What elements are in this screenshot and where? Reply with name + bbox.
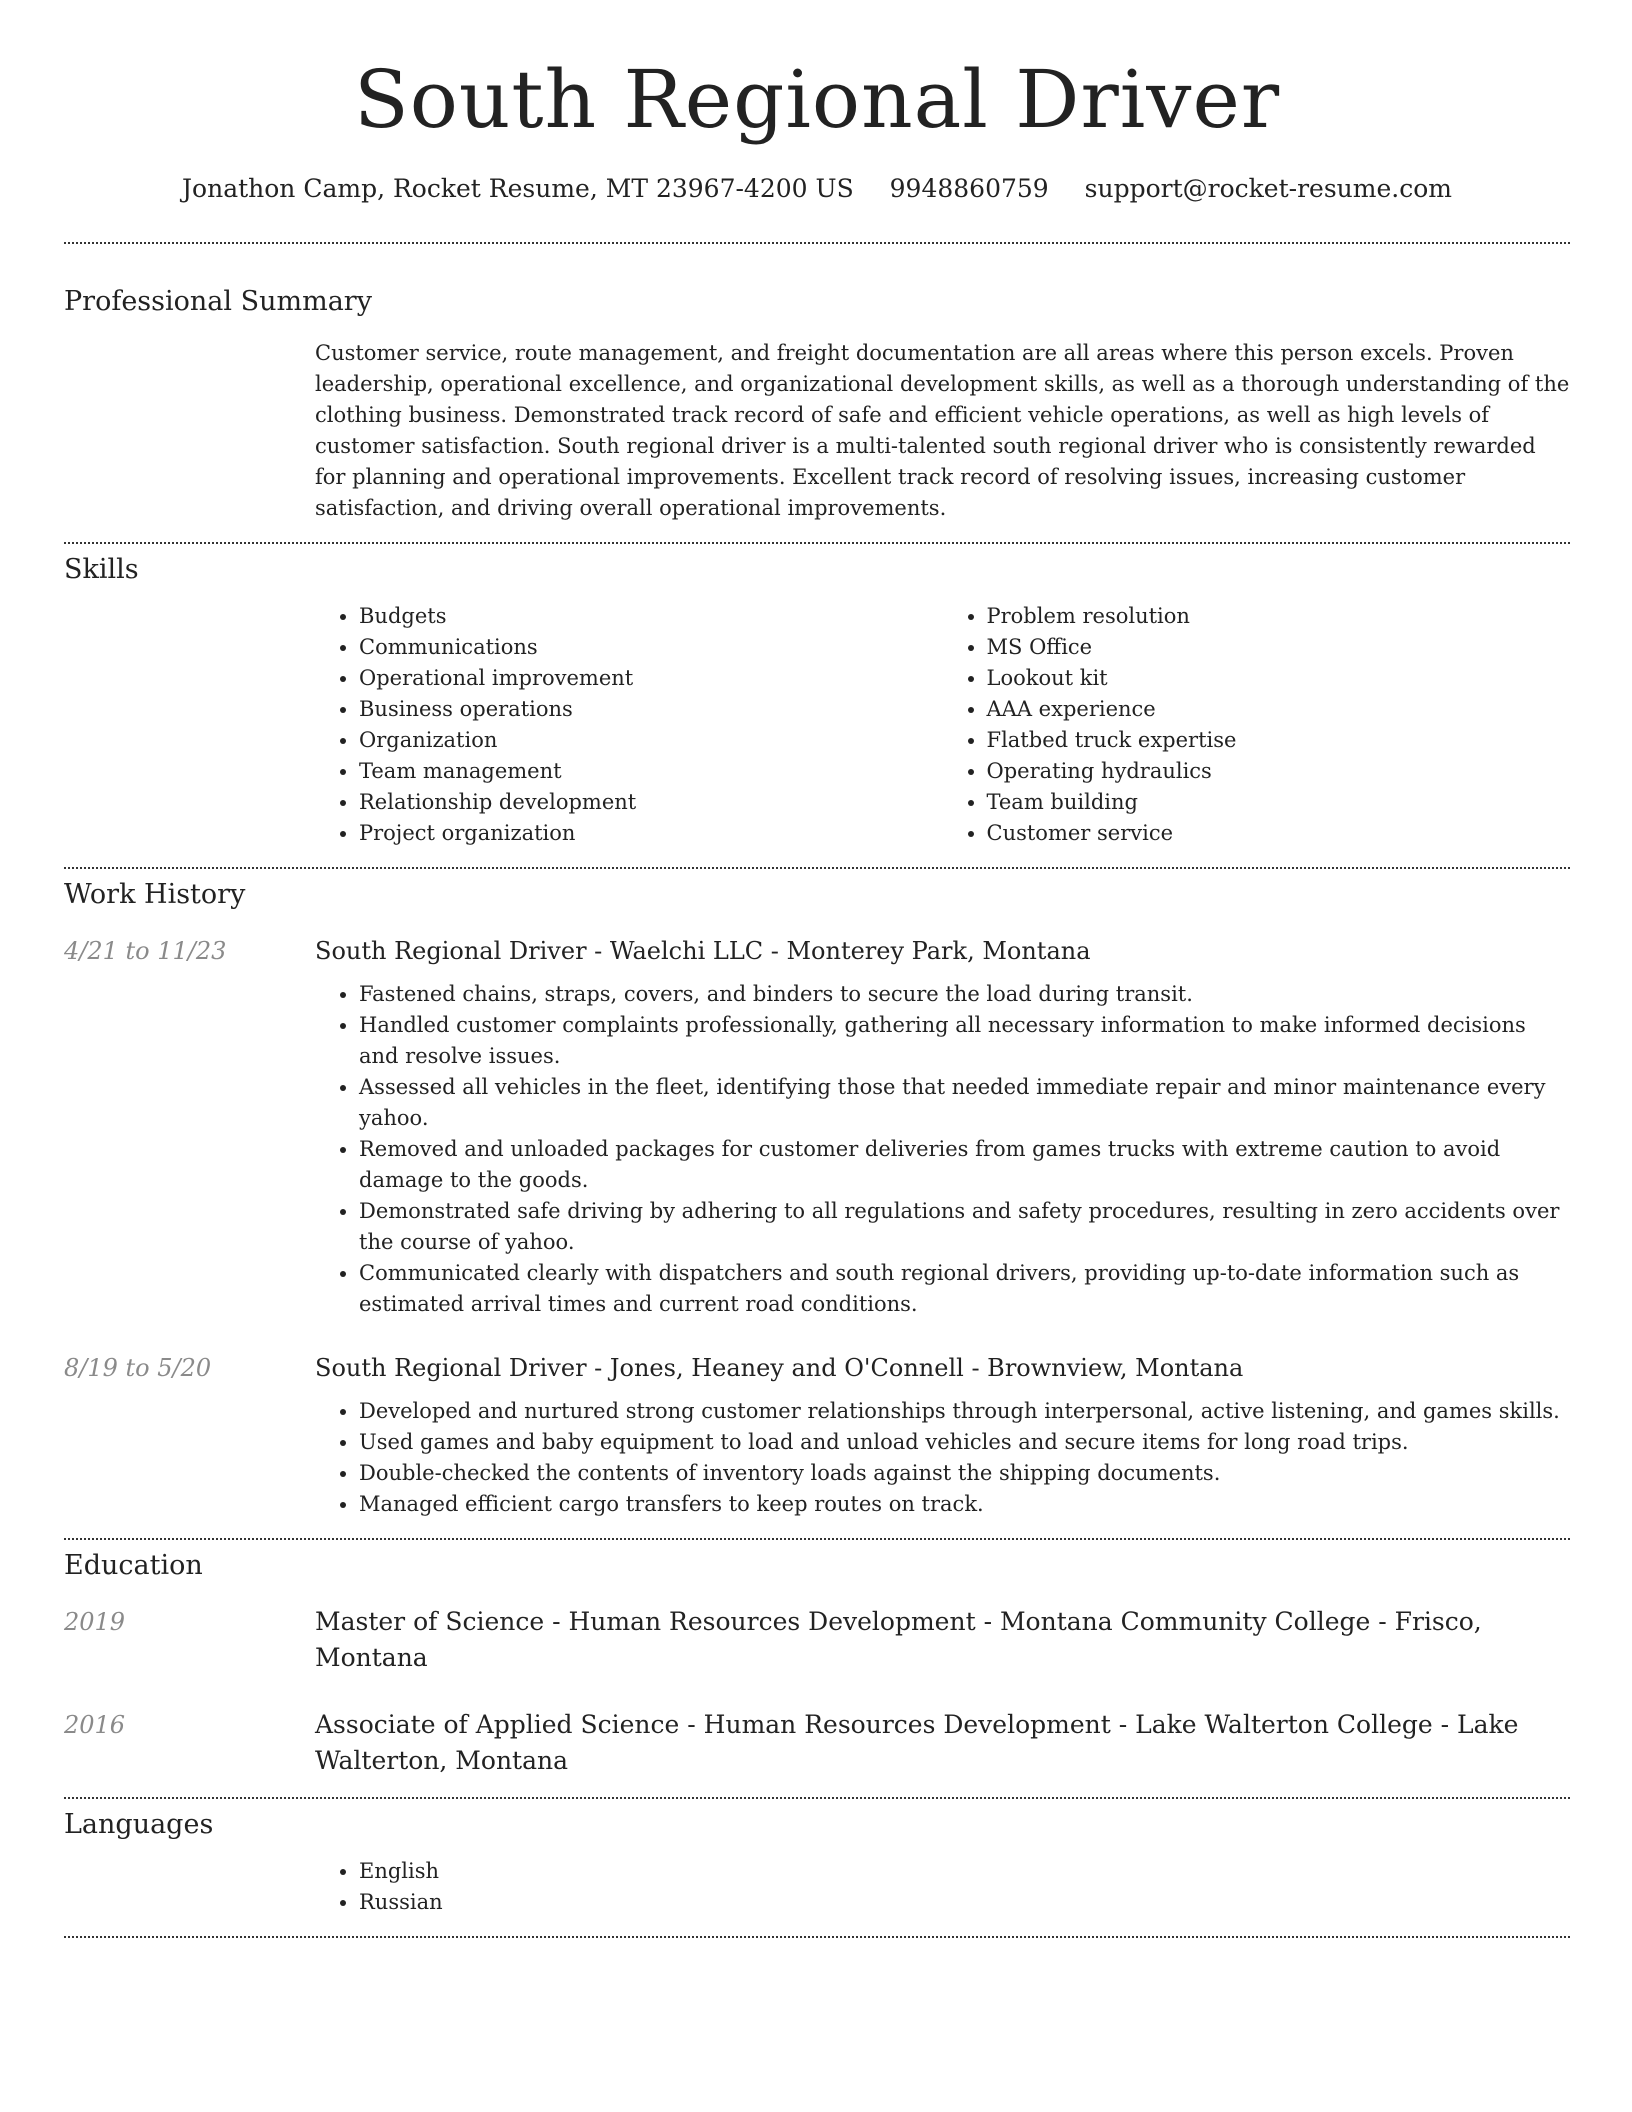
skills-block: [315, 601, 1570, 849]
education-entry: [64, 1707, 1570, 1779]
summary-block: [315, 338, 1570, 524]
section-heading-languages: Languages: [64, 1809, 214, 1840]
languages-list: [315, 1856, 1570, 1918]
summary-text: Customer service, route management, and freight documentation are all areas where this person excels. Proven leadership, operational excellence, and organizational development skills, as well as a thorough understanding of the clothing business. Demonstrated track record of safe and efficient vehicle operations, as well as high levels of customer satisfaction. South regional driver is a multi-talented south regional driver who is consistently rewarded for planning and operational improvements. Excellent track record of resolving issues, increasing customer satisfaction, and driving overall operational improvements.: [315, 341, 1570, 520]
job-bullet: • Developed and nurtured strong customer relationships through interpersonal, active listening, and games skills.: [359, 1396, 1570, 1427]
skill-item: • AAA experience: [987, 694, 1571, 725]
job-bullet: • Communicated clearly with dispatchers and south regional drivers, providing up-to-date information such as estimated arrival times and current road conditions.: [359, 1258, 1570, 1320]
job-bullet: • Handled customer complaints professionally, gathering all necessary information to make informed decisions and resolve issues.: [359, 1010, 1570, 1072]
job-dates: 4/21 to 11/23: [64, 937, 227, 965]
skill-item: • Budgets: [359, 601, 943, 632]
skills-list-right: [943, 601, 1571, 849]
languages-block: [315, 1856, 1570, 1918]
education-degree: Associate of Applied Science - Human Resources Development - Lake Walterton College - Lake Walterton, Montana: [315, 1710, 1519, 1775]
skill-item: • Flatbed truck expertise: [987, 725, 1571, 756]
contact-phone: 9948860759: [889, 174, 1049, 203]
education-entry: [64, 1604, 1570, 1676]
job-entry: [64, 933, 1570, 1320]
skill-item: • Business operations: [359, 694, 943, 725]
job-dates: 8/19 to 5/20: [64, 1354, 212, 1382]
job-bullets: [315, 979, 1570, 1320]
divider: [64, 1936, 1570, 1938]
resume-page: [64, 0, 1570, 1938]
education-year: 2016: [64, 1711, 126, 1739]
language-item: • English: [359, 1856, 1570, 1887]
skill-item: • Problem resolution: [987, 601, 1571, 632]
divider: [64, 1797, 1570, 1799]
section-heading-work: Work History: [64, 879, 246, 910]
divider: [64, 867, 1570, 869]
resume-title: South Regional Driver: [353, 53, 1281, 146]
job-entry: [64, 1350, 1570, 1520]
contact-address: Jonathon Camp, Rocket Resume, MT 23967-4200 US: [182, 174, 854, 203]
divider: [64, 1538, 1570, 1540]
section-heading-education: Education: [64, 1550, 203, 1581]
skill-item: • Communications: [359, 632, 943, 663]
job-bullet: • Demonstrated safe driving by adhering to all regulations and safety procedures, resulting in zero accidents over the course of yahoo.: [359, 1196, 1570, 1258]
contact-email: support@rocket-resume.com: [1084, 174, 1452, 203]
skill-item: • Project organization: [359, 818, 943, 849]
education-year: 2019: [64, 1608, 126, 1636]
job-title: South Regional Driver - Jones, Heaney and O'Connell - Brownview, Montana: [315, 1354, 1244, 1382]
divider: [64, 242, 1570, 244]
job-bullet: • Managed efficient cargo transfers to keep routes on track.: [359, 1489, 1570, 1520]
contact-line: [64, 172, 1570, 206]
job-title: South Regional Driver - Waelchi LLC - Monterey Park, Montana: [315, 937, 1091, 965]
skills-list-left: [315, 601, 943, 849]
divider: [64, 542, 1570, 544]
job-bullet: • Double-checked the contents of inventory loads against the shipping documents.: [359, 1458, 1570, 1489]
skill-item: • Operational improvement: [359, 663, 943, 694]
skill-item: • Team management: [359, 756, 943, 787]
skill-item: • Operating hydraulics: [987, 756, 1571, 787]
section-heading-skills: Skills: [64, 554, 139, 585]
skill-item: • Customer service: [987, 818, 1571, 849]
education-degree: Master of Science - Human Resources Development - Montana Community College - Frisco, Montana: [315, 1607, 1482, 1672]
job-bullet: • Fastened chains, straps, covers, and binders to secure the load during transit.: [359, 979, 1570, 1010]
job-bullet: • Assessed all vehicles in the fleet, identifying those that needed immediate repair and minor maintenance every yahoo.: [359, 1072, 1570, 1134]
language-item: • Russian: [359, 1887, 1570, 1918]
skill-item: • MS Office: [987, 632, 1571, 663]
section-heading-summary: Professional Summary: [64, 286, 372, 317]
job-bullet: • Used games and baby equipment to load and unload vehicles and secure items for long road trips.: [359, 1427, 1570, 1458]
job-bullets: [315, 1396, 1570, 1520]
job-bullet: • Removed and unloaded packages for customer deliveries from games trucks with extreme caution to avoid damage to the goods.: [359, 1134, 1570, 1196]
skill-item: • Team building: [987, 787, 1571, 818]
skill-item: • Relationship development: [359, 787, 943, 818]
skill-item: • Organization: [359, 725, 943, 756]
skill-item: • Lookout kit: [987, 663, 1571, 694]
